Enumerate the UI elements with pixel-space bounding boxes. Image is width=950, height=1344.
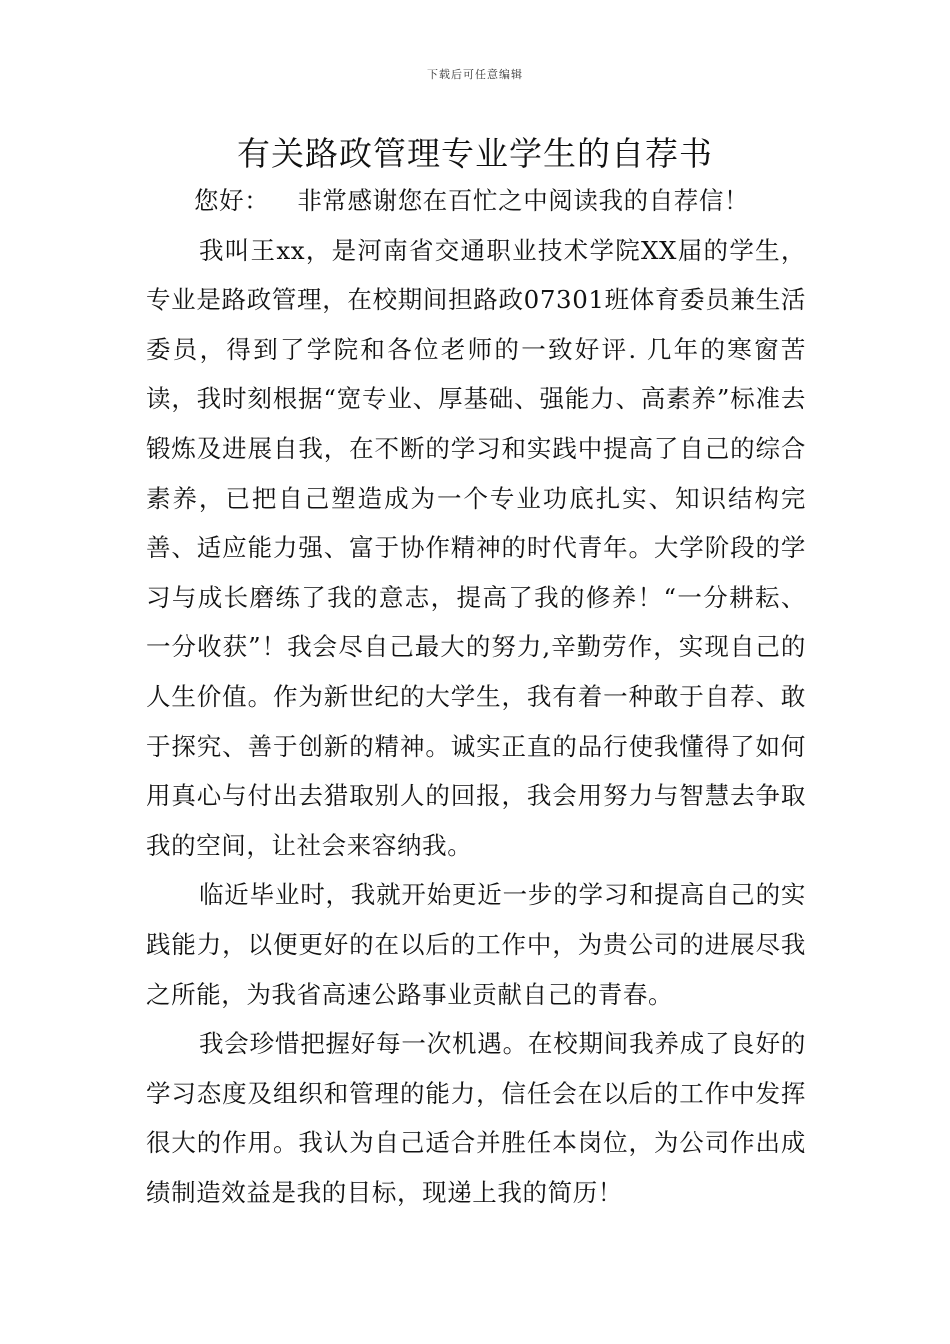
greeting-lead: 您好： — [194, 186, 270, 215]
paragraph-graduation: 临近毕业时，我就开始更近一步的学习和提高自己的实践能力，以便更好的在以后的工作中，为贵公司的进展尽我之所能，为我省高速公路事业贡献自己的青春。 — [146, 880, 806, 1009]
document-body — [146, 176, 806, 1217]
greeting-text: 非常感谢您在百忙之中阅读我的自荐信！ — [297, 186, 750, 215]
header-note: 下载后可任意编辑 — [427, 68, 523, 81]
document-title: 有关路政管理专业学生的自荐书 — [237, 134, 713, 173]
paragraph-closing: 我会珍惜把握好每一次机遇。在校期间我养成了良好的学习态度及组织和管理的能力，信任会在以后的工作中发挥很大的作用。我认为自己适合并胜任本岗位，为公司作出成绩制造效益是我的目标，现递上我的简历！ — [146, 1029, 806, 1207]
paragraph-intro: 我叫王xx，是河南省交通职业技术学院XX届的学生，专业是路政管理，在校期间担路政07301班体育委员兼生活委员，得到了学院和各位老师的一致好评. 几年的寒窗苦读，我时刻根据“宽专业、厚基础、强能力、高素养”标准去锻炼及进展自我，在不断的学习和实践中提高了自己的综合素养，已把自己塑造成为一个专业功底扎实、知识结构完善、适应能力强、富于协作精神的时代青年。大学阶段的学习与成长磨练了我的意志，提高了我的修养！“一分耕耘、一分收获”！我会尽自己最大的努力,辛勤劳作，实现自己的人生价值。作为新世纪的大学生，我有着一种敢于自荐、敢于探究、善于创新的精神。诚实正直的品行使我懂得了如何用真心与付出去猎取别人的回报，我会用努力与智慧去争取我的空间，让社会来容纳我。 — [146, 235, 806, 860]
greeting-line — [146, 176, 806, 226]
